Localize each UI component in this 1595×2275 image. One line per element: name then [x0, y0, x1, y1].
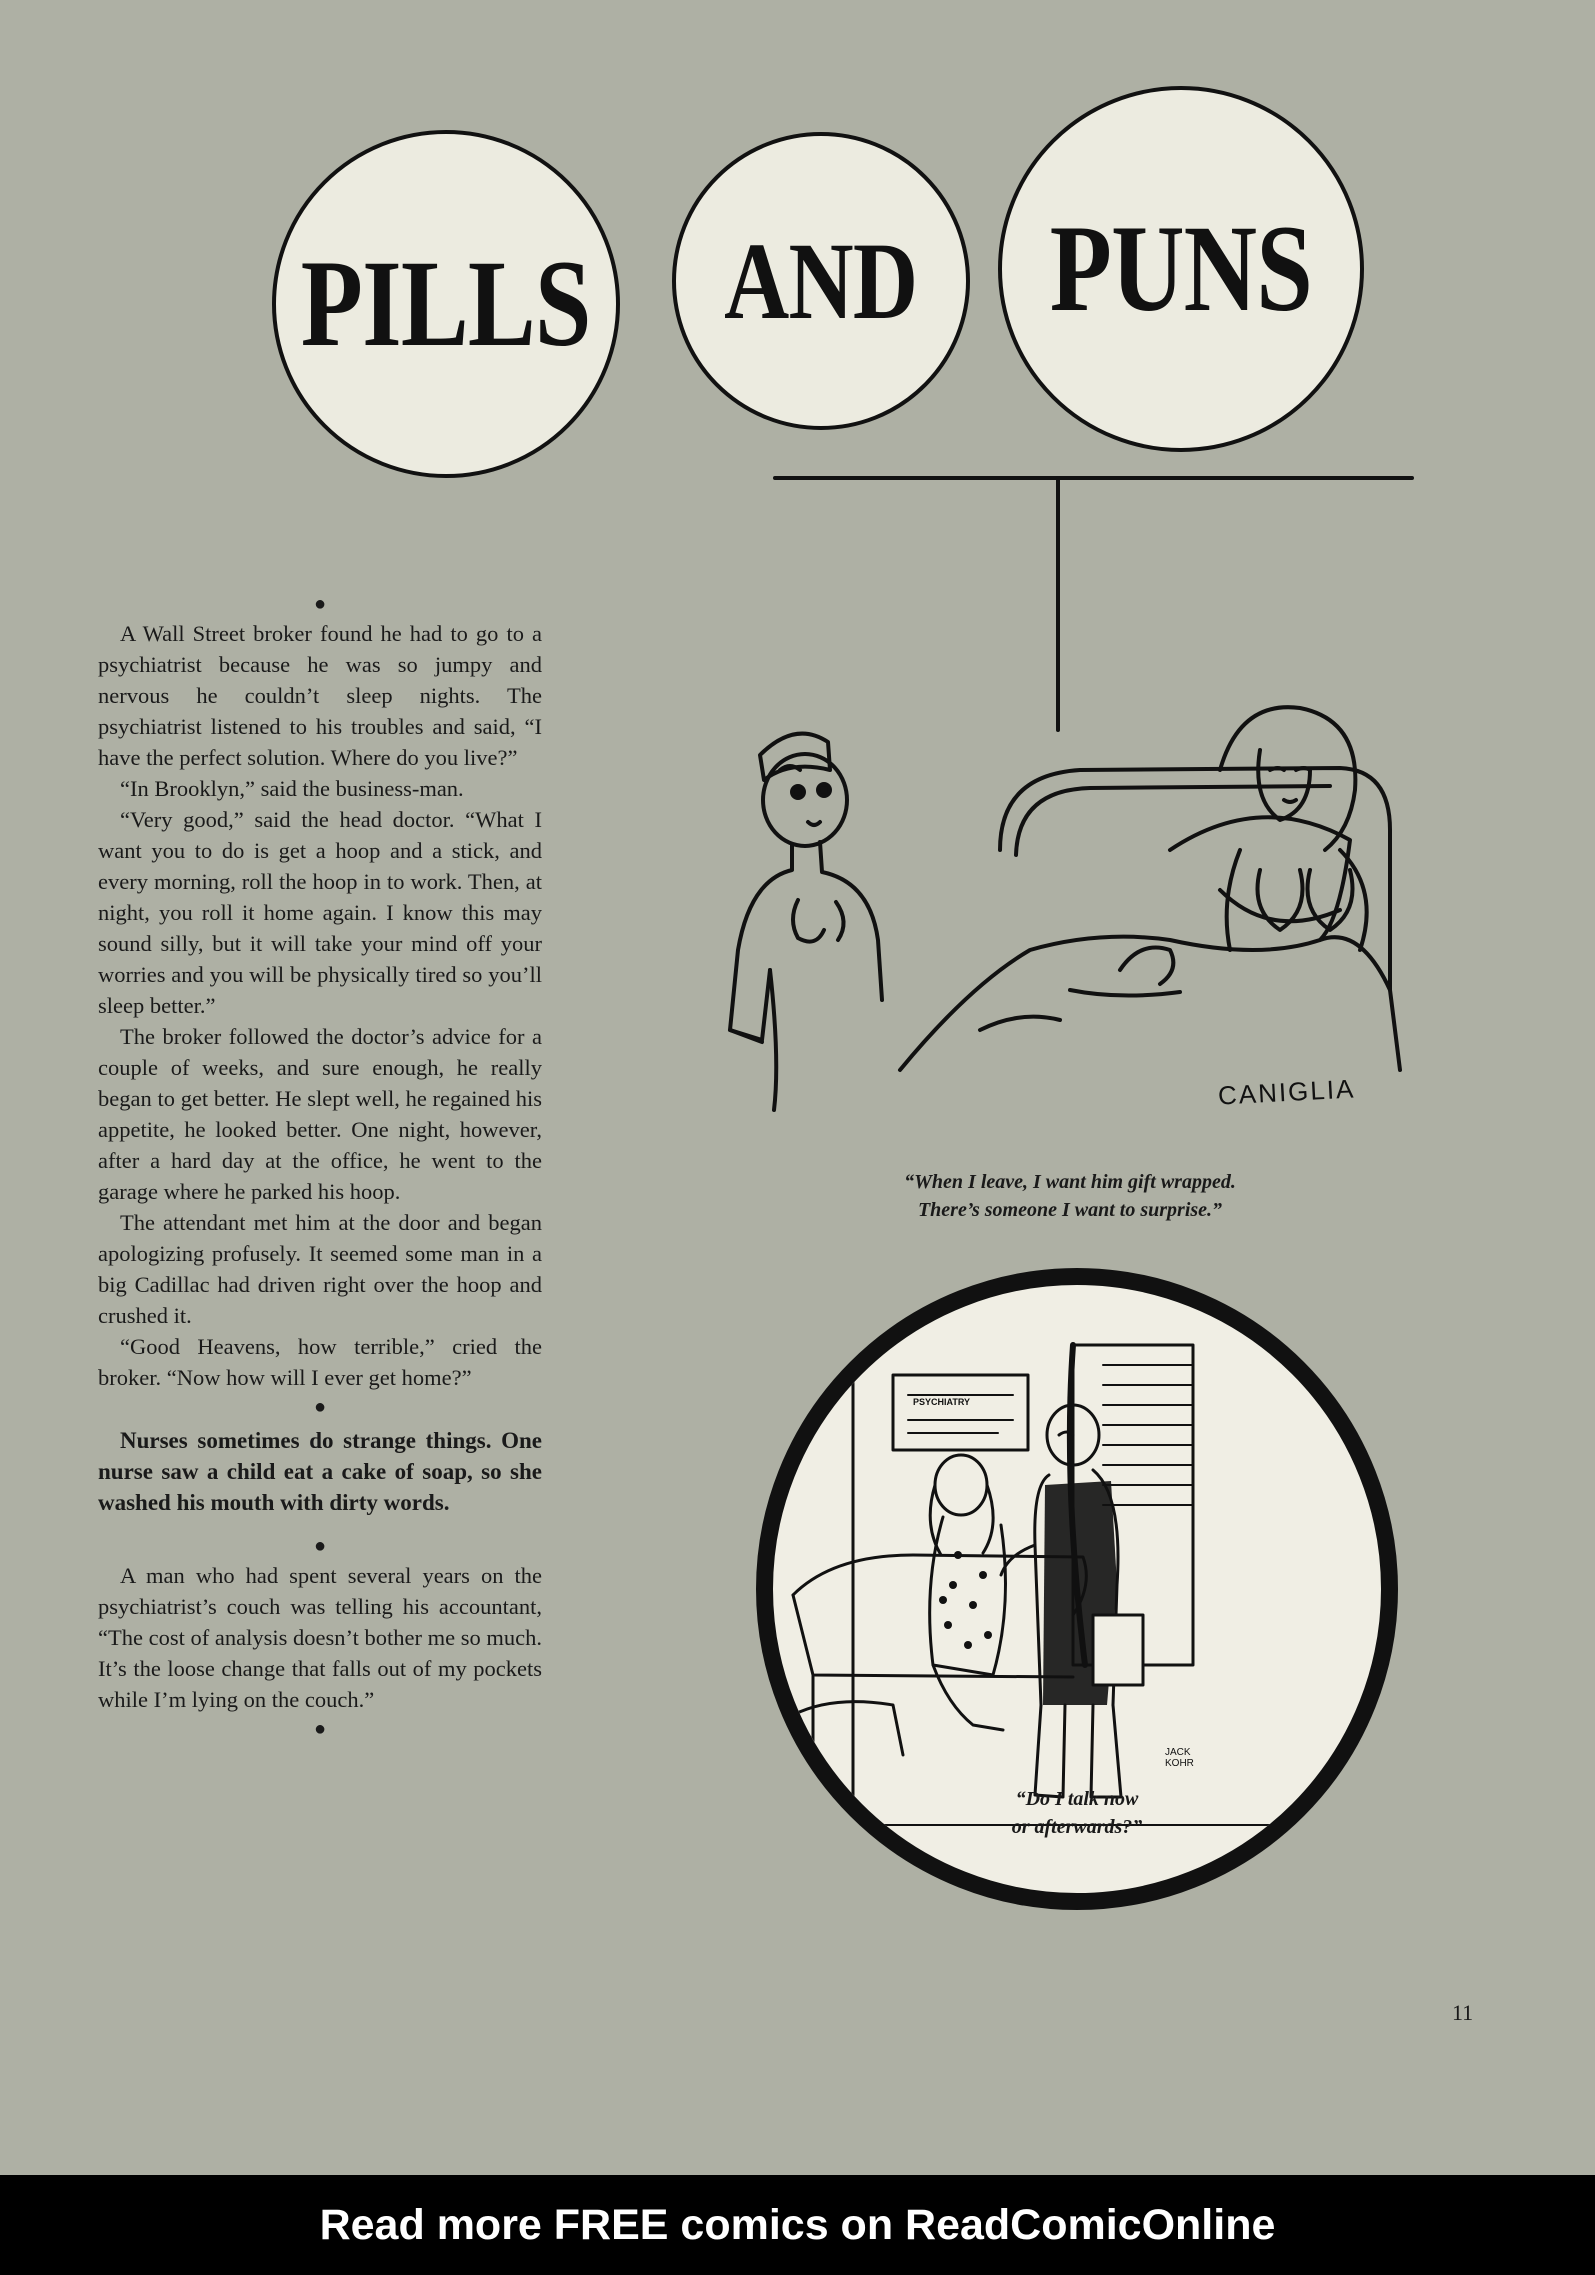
diploma-text: PSYCHIATRY	[913, 1397, 971, 1407]
cartoon2-caption	[773, 1785, 1381, 1841]
psychiatrist-cartoon-frame	[756, 1268, 1398, 1910]
nurse-cartoon-illustration	[700, 470, 1420, 1170]
cartoon1-caption	[760, 1168, 1380, 1224]
title-circle-puns	[998, 86, 1364, 452]
title-word-pills: PILLS	[301, 235, 591, 372]
title-word-and: AND	[724, 219, 918, 342]
caption-line: “When I leave, I want him gift wrapped.	[904, 1171, 1236, 1193]
broker-joke-paragraph: “Very good,” said the head doctor. “What I want you to do is get a hoop and a stick, and every morning, roll the hoop in to work. Then, at night, you roll it home again. I know this may sound silly, but it will take your mind off your worries and you will be physically tired so you’ll sleep better.”	[98, 807, 542, 1018]
bullet-separator: ●	[313, 593, 327, 615]
broker-joke-paragraph: The broker followed the doctor’s advice for a couple of weeks, and sure enough, he really began to get better. He slept well, he regained his appetite, he looked better. One night, however, after a hard day at the office, he went to the garage where he parked his hoop.	[98, 1024, 542, 1204]
caption-line: or afterwards?”	[1011, 1816, 1143, 1838]
broker-joke-paragraph: A Wall Street broker found he had to go to a psychiatrist because he was so jumpy and nervous he couldn’t sleep nights. The psychiatrist listened to his troubles and said, “I have the perfect solution. Where do you live?”	[98, 621, 542, 770]
bullet-separator: ●	[313, 1535, 327, 1557]
broker-joke-paragraph: “Good Heavens, how terrible,” cried the broker. “Now how will I ever get home?”	[98, 1334, 542, 1390]
jokes-column	[98, 590, 542, 1743]
bullet-separator: ●	[313, 1396, 327, 1418]
cartoon1-signature: CANIGLIA	[1217, 1073, 1357, 1111]
nurses-joke: Nurses sometimes do strange things. One nurse saw a child eat a cake of soap, so she washed his mouth with dirty words.	[98, 1428, 542, 1515]
caption-line: There’s someone I want to surprise.”	[917, 1199, 1223, 1221]
bullet-separator: ●	[313, 1718, 327, 1740]
page-number: 11	[1452, 2000, 1474, 2025]
caption-line: “Do I talk now	[1015, 1788, 1139, 1810]
broker-joke-paragraph: The attendant met him at the door and began apologizing profusely. It seemed some man in a big Cadillac had driven right over the hoop and crushed it.	[98, 1210, 542, 1328]
cartoon2-signature: JACK KOHR	[1165, 1747, 1194, 1769]
broker-joke-paragraph: “In Brooklyn,” said the business-man.	[120, 776, 464, 801]
title-circle-and	[672, 132, 970, 430]
couch-joke: A man who had spent several years on the psychiatrist’s couch was telling his accountant, “The cost of analysis doesn’t bother me so much. It’s the loose change that falls out of my pockets while I’m lying on the couch.”	[98, 1563, 542, 1712]
title-circle-pills	[272, 130, 620, 478]
promo-banner[interactable]: Read more FREE comics on ReadComicOnline	[0, 2175, 1595, 2275]
title-word-puns: PUNS	[1049, 200, 1313, 337]
